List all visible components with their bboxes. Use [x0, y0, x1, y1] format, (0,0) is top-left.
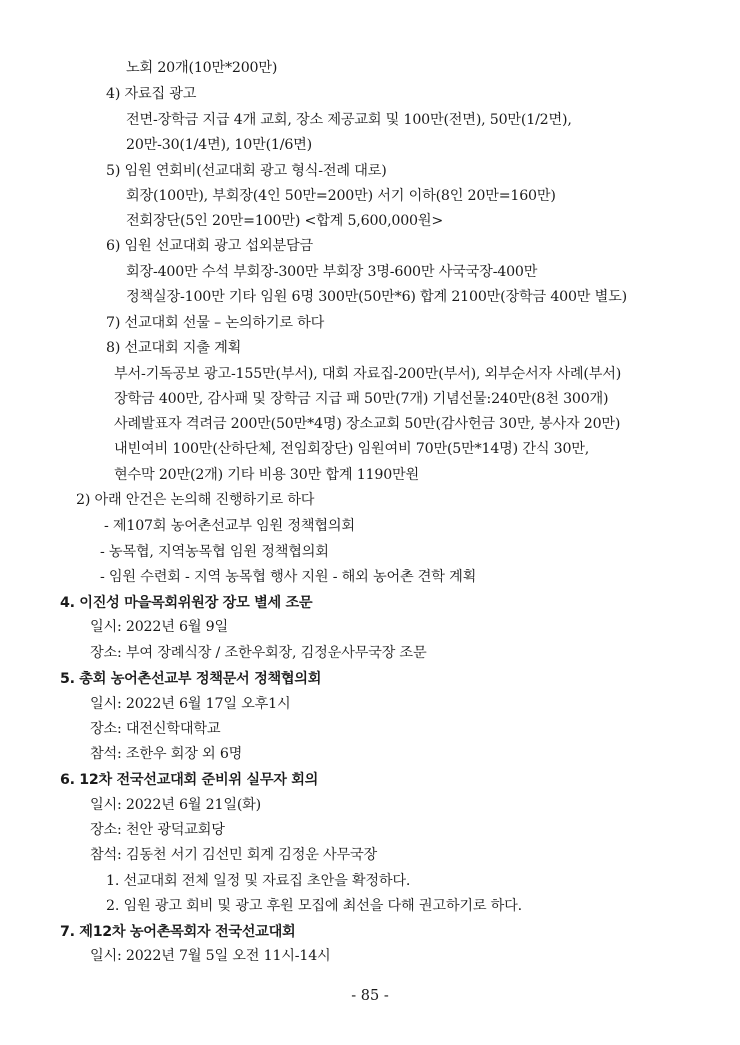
list-item: 8) 선교대회 지출 계획 — [106, 340, 242, 356]
text-line: 장소: 부여 장례식장 / 조한우회장, 김정운사무국장 조문 — [90, 645, 427, 661]
text-line: 전면-장학금 지급 4개 교회, 장소 제공교회 및 100만(전면), 50만(1/2면), — [126, 112, 572, 128]
list-item: 4) 자료집 광고 — [106, 86, 197, 102]
text-line: 사례발표자 격려금 200만(50만*4명) 장소교회 50만(감사헌금 30만, 봉사자 20만) — [114, 416, 621, 432]
list-item: - 제107회 농어촌선교부 임원 정책협의회 — [104, 518, 355, 534]
text-line: 참석: 조한우 회장 외 6명 — [90, 746, 243, 762]
text-line: 장학금 400만, 감사패 및 장학금 지급 패 50만(7개) 기념선물:240만(8천 300개) — [114, 391, 609, 407]
text-line: 노회 20개(10만*200만) — [126, 60, 278, 76]
list-item: - 농목협, 지역농목협 임원 정책협의회 — [100, 544, 329, 560]
text-line: 현수막 20만(2개) 기타 비용 30만 합계 1190만원 — [114, 467, 420, 483]
section-heading: 5. 총회 농어촌선교부 정책문서 정책협의회 — [60, 671, 322, 687]
list-item: 2) 아래 안건은 논의해 진행하기로 하다 — [76, 492, 315, 508]
text-line: 20만-30(1/4면), 10만(1/6면) — [126, 137, 312, 153]
text-line: 부서-기독공보 광고-155만(부서), 대회 자료집-200만(부서), 외부순서자 사례(부서) — [114, 366, 622, 382]
list-item: 7) 선교대회 선물 – 논의하기로 하다 — [106, 315, 325, 331]
text-line: 일시: 2022년 6월 9일 — [90, 619, 228, 635]
section-heading: 7. 제12차 농어촌목회자 전국선교대회 — [60, 924, 296, 940]
text-line: 장소: 대전신학대학교 — [90, 721, 221, 737]
text-line: 일시: 2022년 6월 17일 오후1시 — [90, 696, 291, 712]
page-number: - 85 - — [351, 988, 389, 1004]
list-item: - 임원 수련회 - 지역 농목협 행사 지원 - 해외 농어촌 견학 계획 — [100, 569, 477, 585]
text-line: 내빈여비 100만(산하단체, 전임회장단) 임원여비 70만(5만*14명) 간식 30만, — [114, 441, 590, 457]
text-line: 회장(100만), 부회장(4인 50만=200만) 서기 이하(8인 20만=160만) — [126, 188, 556, 204]
list-item: 6) 임원 선교대회 광고 섭외분담금 — [106, 238, 313, 254]
section-heading: 4. 이진성 마을목회위원장 장모 별세 조문 — [60, 595, 313, 611]
text-line: 일시: 2022년 6월 21일(화) — [90, 797, 261, 813]
text-line: 일시: 2022년 7월 5일 오전 11시-14시 — [90, 948, 331, 964]
text-line: 정책실장-100만 기타 임원 6명 300만(50만*6) 합계 2100만(장학금 400만 별도) — [126, 289, 627, 305]
list-item: 5) 임원 연회비(선교대회 광고 형식-전례 대로) — [106, 163, 387, 179]
list-item: 2. 임원 광고 회비 및 광고 후원 모집에 최선을 다해 권고하기로 하다. — [106, 898, 522, 914]
text-line: 장소: 천안 광덕교회당 — [90, 822, 225, 838]
section-heading: 6. 12차 전국선교대회 준비위 실무자 회의 — [60, 772, 319, 788]
text-line: 참석: 김동천 서기 김선민 회계 김정운 사무국장 — [90, 847, 378, 863]
list-item: 1. 선교대회 전체 일정 및 자료집 초안을 확정하다. — [106, 873, 411, 889]
text-line: 회장-400만 수석 부회장-300만 부회장 3명-600만 사국국장-400만 — [126, 264, 538, 280]
text-line: 전회장단(5인 20만=100만) <합계 5,600,000원> — [126, 213, 444, 229]
